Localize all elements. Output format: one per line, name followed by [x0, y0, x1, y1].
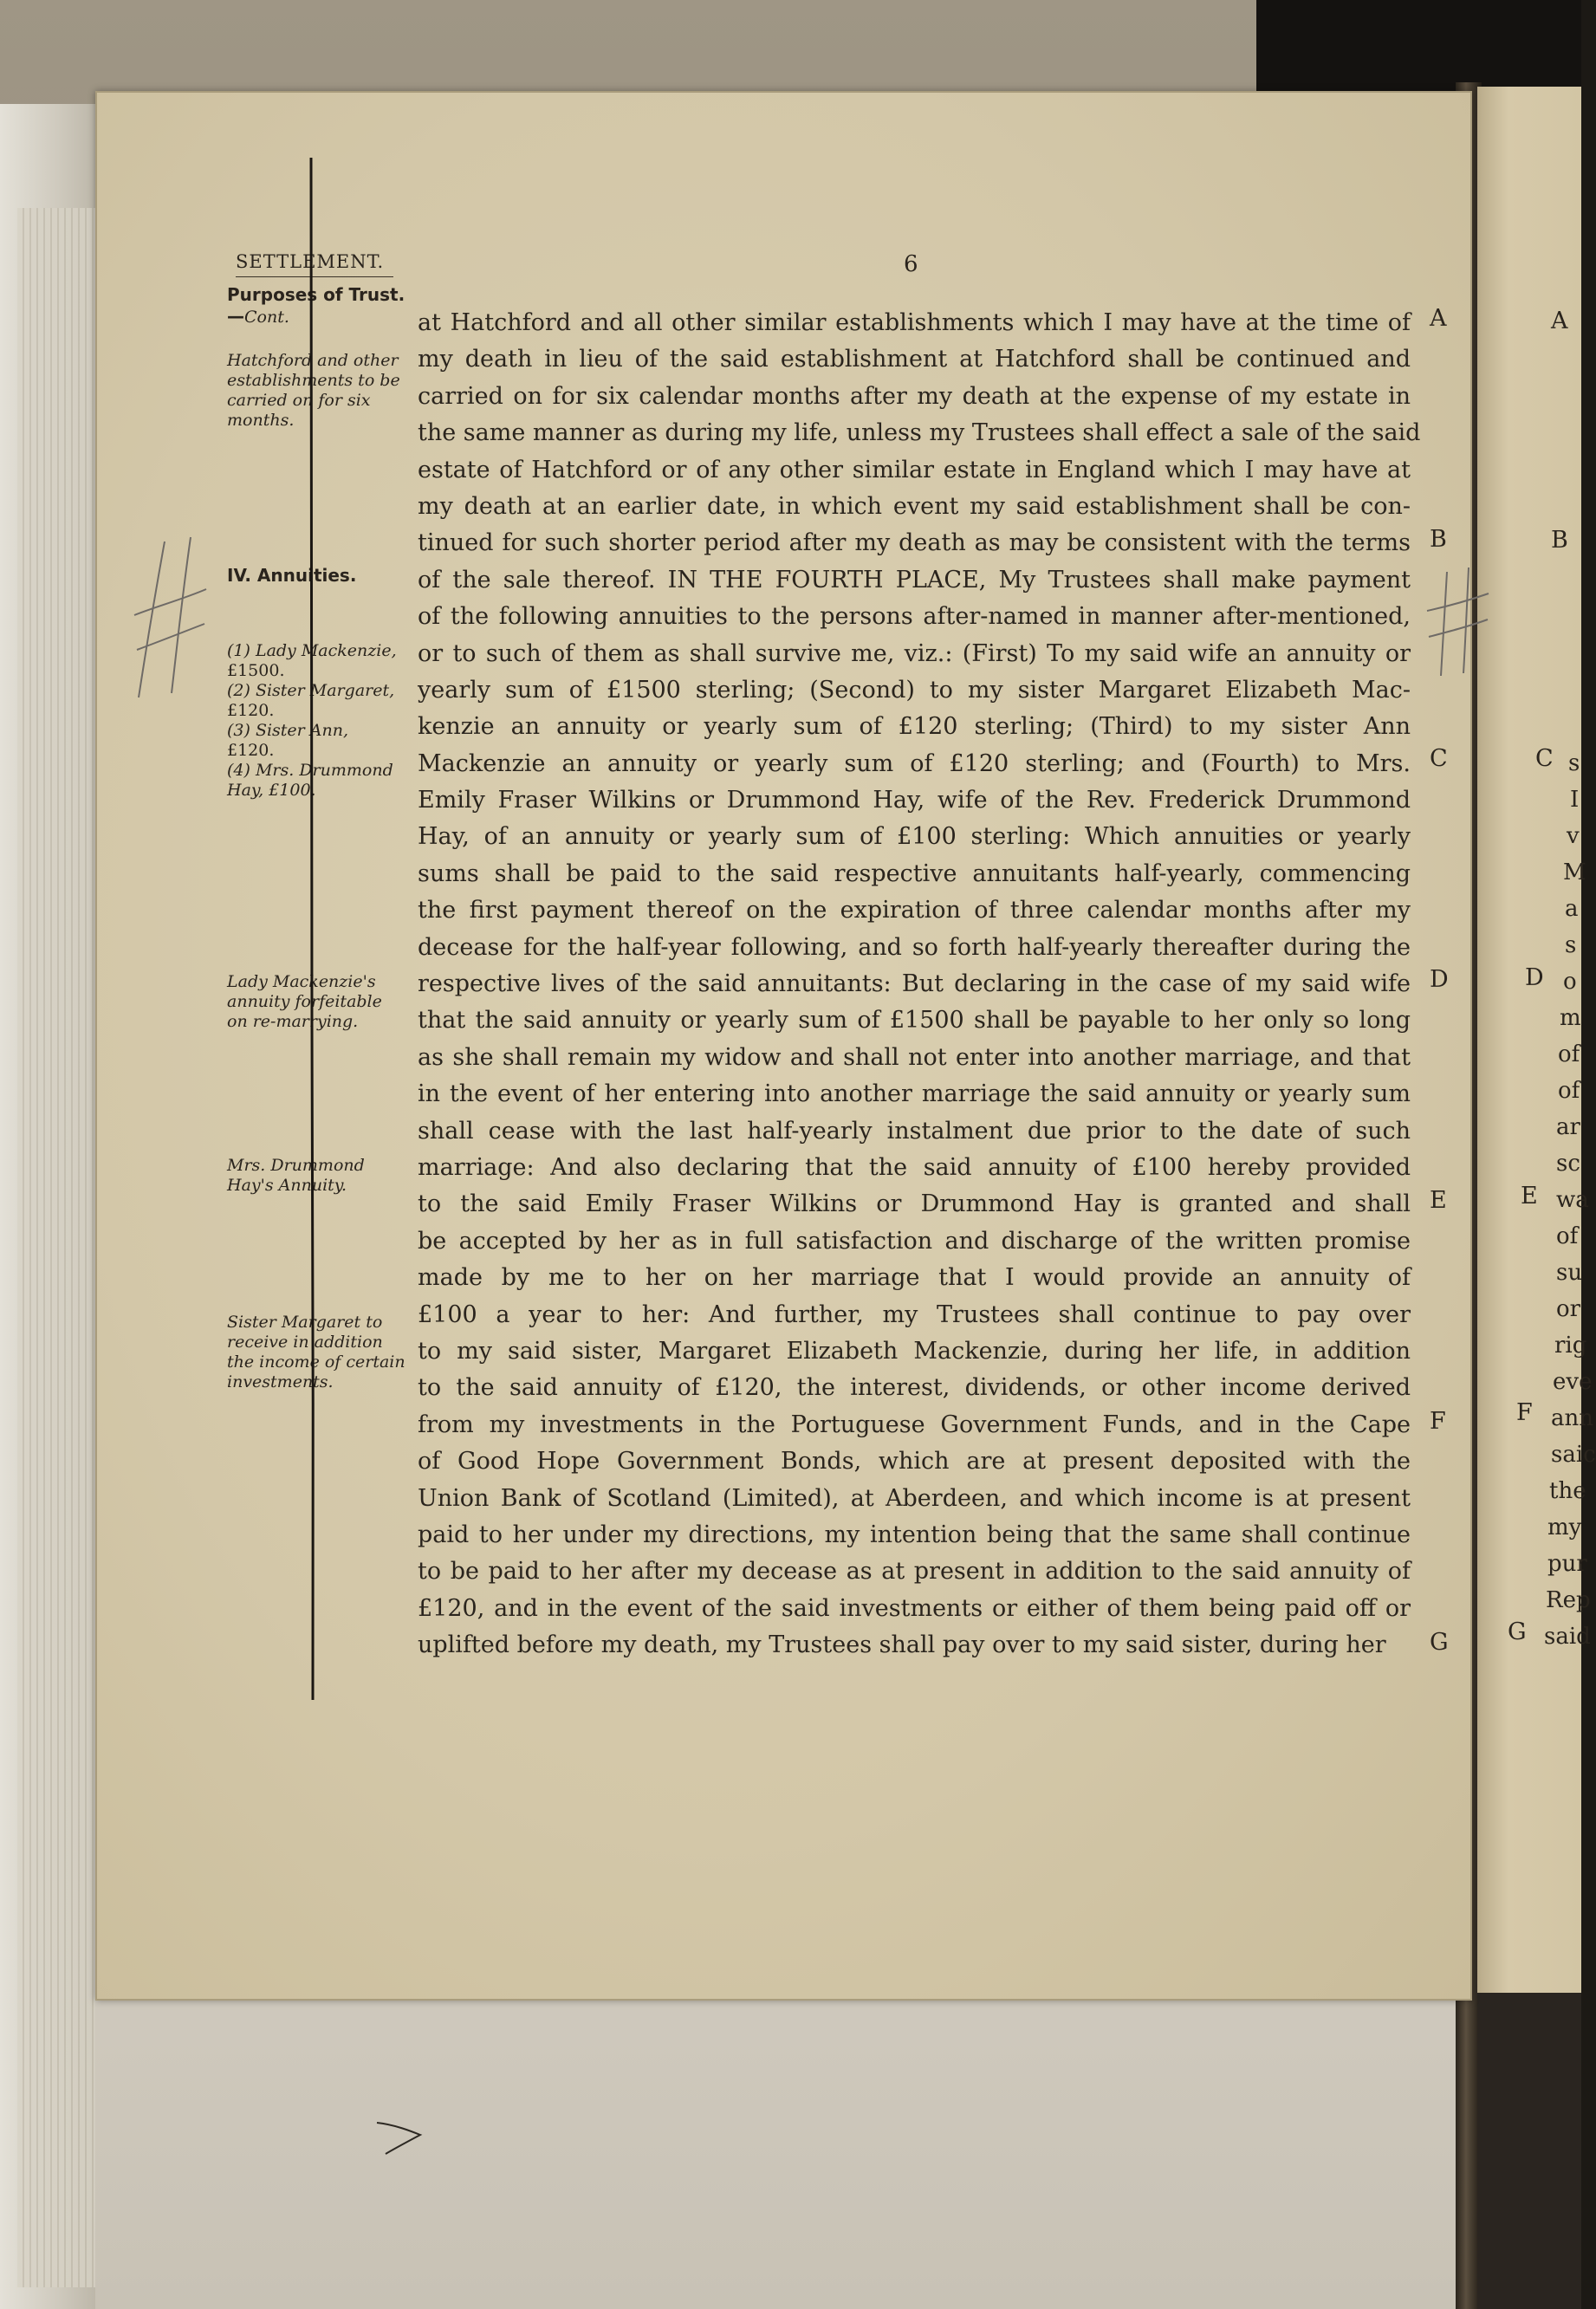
- body-line: my death in lieu of the said establishment at Hatchford shall be continued and: [418, 346, 1411, 373]
- page-number: 6: [904, 251, 918, 277]
- margin-note-line: receive in addition: [227, 1333, 383, 1352]
- document-body: [418, 305, 1421, 1664]
- facing-fragment: said: [1544, 1624, 1591, 1650]
- body-line: the first payment thereof on the expiration of three calendar months after my: [418, 897, 1411, 924]
- facing-fragment: of: [1558, 1041, 1580, 1067]
- body-line: to the said annuity of £120, the interest, dividends, or other income derived: [418, 1374, 1411, 1402]
- handwritten-mark-right: [1425, 568, 1490, 680]
- margin-note-line: £120.: [227, 701, 275, 720]
- body-line: Hay, of an annuity or yearly sum of £100 sterling: Which annuities or yearly: [418, 823, 1411, 851]
- margin-note-purposes: [227, 284, 413, 328]
- facing-fragment: s: [1565, 932, 1577, 958]
- body-line: respective lives of the said annuitants: But declaring in the case of my said wife: [418, 970, 1411, 998]
- body-line: as she shall remain my widow and shall not enter into another marriage, and that: [418, 1043, 1411, 1071]
- margin-note-line: investments.: [227, 1372, 334, 1391]
- margin-note-annuity-list: [227, 641, 413, 801]
- facing-fragment: saic: [1551, 1442, 1596, 1468]
- body-line: paid to her under my directions, my intention being that the same shall continue: [418, 1521, 1411, 1548]
- facing-fragment: of: [1558, 1078, 1580, 1104]
- facing-marker-d: D: [1525, 964, 1544, 991]
- body-line: at Hatchford and all other similar establishments which I may have at the time of: [418, 309, 1411, 336]
- section-header: SETTLEMENT.: [236, 251, 385, 272]
- margin-note-line: Mrs. Drummond: [227, 1156, 365, 1175]
- body-line: of the sale thereof. IN THE FOURTH PLACE, My Trustees shall make payment: [418, 566, 1411, 593]
- body-line: to be paid to her after my decease as at present in addition to the said annuity of: [418, 1558, 1411, 1586]
- body-line: Emily Fraser Wilkins or Drummond Hay, wife of the Rev. Frederick Drummond: [418, 787, 1411, 814]
- facing-fragment: wa: [1556, 1187, 1589, 1213]
- facing-fragment: Rep: [1546, 1587, 1591, 1613]
- body-line: that the said annuity or yearly sum of £1500 shall be payable to her only so long: [418, 1007, 1411, 1035]
- facing-marker-g: G: [1508, 1618, 1527, 1645]
- body-line: to my said sister, Margaret Elizabeth Mackenzie, during her life, in addition: [418, 1337, 1411, 1365]
- margin-note-line: annuity forfeitable: [227, 992, 382, 1011]
- facing-marker-e: E: [1521, 1183, 1538, 1210]
- body-line: £120, and in the event of the said investments or either of them being paid off or: [418, 1594, 1411, 1622]
- margin-note-line: Lady Mackenzie's: [227, 972, 376, 991]
- margin-note-line: Sister Margaret to: [227, 1313, 383, 1332]
- line-marker-a: A: [1430, 305, 1447, 332]
- body-line: estate of Hatchford or of any other similar estate in England which I may have at: [418, 456, 1411, 483]
- margin-note-cont: Cont.: [244, 308, 289, 327]
- body-line: of Good Hope Government Bonds, which are at present deposited with the: [418, 1448, 1411, 1476]
- body-line: in the event of her entering into another marriage the said annuity or yearly sum: [418, 1080, 1411, 1108]
- margin-note-line: £1500.: [227, 661, 285, 680]
- facing-marker-f: F: [1516, 1399, 1533, 1426]
- body-line: carried on for six calendar months after my death at the expense of my estate in: [418, 382, 1411, 410]
- facing-fragment: I: [1570, 787, 1580, 813]
- body-line: of the following annuities to the persons after-named in manner after-mentioned,: [418, 603, 1411, 631]
- facing-fragment: m: [1560, 1005, 1581, 1031]
- body-line: tinued for such shorter period after my death as may be consistent with the terms: [418, 529, 1411, 557]
- facing-fragment: of: [1556, 1223, 1579, 1249]
- facing-fragment: the: [1549, 1478, 1586, 1504]
- facing-marker-b: B: [1551, 527, 1568, 554]
- body-line: from my investments in the Portuguese Government Funds, and in the Cape: [418, 1411, 1411, 1438]
- body-line: marriage: And also declaring that the said annuity of £100 hereby provided: [418, 1153, 1411, 1181]
- line-marker-e: E: [1430, 1187, 1447, 1214]
- facing-fragment: sc: [1556, 1151, 1580, 1177]
- margin-note-line: establishments to be: [227, 371, 400, 390]
- margin-note-hatchford: [227, 351, 413, 431]
- margin-note-line: (4) Mrs. Drummond: [227, 761, 393, 780]
- left-page-edges: [17, 208, 95, 2287]
- line-marker-g: G: [1430, 1629, 1449, 1656]
- facing-marker-c: C: [1535, 745, 1554, 772]
- facing-fragment: rig: [1554, 1333, 1587, 1359]
- margin-note-drummond: [227, 1156, 413, 1196]
- margin-note-line: Hatchford and other: [227, 351, 399, 370]
- underlying-page: [95, 1984, 1456, 2309]
- body-line: shall cease with the last half-yearly instalment due prior to the date of such: [418, 1117, 1411, 1145]
- facing-fragment: eve: [1553, 1369, 1593, 1395]
- handwritten-vertical-line: [308, 158, 315, 1700]
- margin-note-sister-margaret: [227, 1313, 413, 1392]
- body-line: Mackenzie an annuity or yearly sum of £120 sterling; and (Fourth) to Mrs.: [418, 749, 1411, 777]
- body-line: sums shall be paid to the said respective annuitants half-yearly, commencing: [418, 859, 1411, 887]
- body-line: decease for the half-year following, and so forth half-yearly thereafter during the: [418, 933, 1411, 961]
- dark-corner: [1256, 0, 1581, 95]
- margin-note-line: (3) Sister Ann,: [227, 721, 349, 740]
- body-line: my death at an earlier date, in which event my said establishment shall be con-: [418, 492, 1411, 520]
- margin-note-forfeit: [227, 972, 413, 1032]
- handwritten-arrow: [373, 2114, 425, 2157]
- body-line: kenzie an annuity or yearly sum of £120 sterling; (Third) to my sister Ann: [418, 713, 1411, 741]
- margin-note-line: the income of certain: [227, 1352, 405, 1372]
- body-line: £100 a year to her: And further, my Trustees shall continue to pay over: [418, 1300, 1411, 1328]
- margin-note-line: months.: [227, 411, 295, 430]
- facing-fragment: or: [1556, 1296, 1581, 1322]
- body-line: yearly sum of £1500 sterling; (Second) to my sister Margaret Elizabeth Mac-: [418, 676, 1411, 704]
- facing-fragment: M: [1563, 859, 1586, 885]
- facing-marker-a: A: [1551, 308, 1568, 334]
- margin-note-title: IV. Annuities.: [227, 565, 357, 586]
- facing-fragment: su: [1556, 1260, 1583, 1286]
- facing-fragment: o: [1563, 969, 1577, 995]
- facing-page-bottom: [1477, 1993, 1581, 2309]
- body-line: or to such of them as shall survive me, viz.: (First) To my said wife an annuity or: [418, 639, 1411, 667]
- line-marker-b: B: [1430, 526, 1447, 553]
- facing-fragment: a: [1565, 896, 1579, 922]
- facing-fragment: v: [1567, 823, 1580, 849]
- margin-note-line: (2) Sister Margaret,: [227, 681, 395, 700]
- facing-fragment: pur: [1547, 1551, 1587, 1577]
- body-line: made by me to her on her marriage that I would provide an annuity of: [418, 1264, 1411, 1292]
- body-line: be accepted by her as in full satisfaction and discharge of the written promise: [418, 1227, 1411, 1255]
- margin-note-line: on re-marrying.: [227, 1012, 359, 1031]
- handwritten-mark-left: [130, 537, 208, 702]
- margin-note-line: Hay, £100.: [227, 781, 316, 800]
- facing-fragment: ar: [1556, 1114, 1580, 1140]
- margin-note-annuities: [227, 565, 413, 587]
- body-line: Union Bank of Scotland (Limited), at Aberdeen, and which income is at present: [418, 1484, 1411, 1512]
- margin-note-title: Purposes of Trust.—: [227, 284, 405, 327]
- margin-note-line: £120.: [227, 741, 275, 760]
- line-marker-c: C: [1430, 745, 1448, 772]
- margin-note-line: Hay's Annuity.: [227, 1176, 347, 1195]
- body-line: to the said Emily Fraser Wilkins or Drummond Hay is granted and shall: [418, 1190, 1411, 1218]
- line-marker-f: F: [1430, 1408, 1446, 1435]
- facing-fragment: s: [1568, 750, 1580, 776]
- body-line: uplifted before my death, my Trustees shall pay over to my said sister, during her: [418, 1631, 1386, 1659]
- margin-note-line: (1) Lady Mackenzie,: [227, 641, 397, 660]
- body-line: the same manner as during my life, unless my Trustees shall effect a sale of the said: [418, 419, 1421, 447]
- line-marker-d: D: [1430, 966, 1449, 993]
- facing-fragment: ann: [1551, 1405, 1593, 1431]
- margin-note-line: carried on for six: [227, 391, 371, 410]
- facing-fragment: my: [1547, 1514, 1582, 1540]
